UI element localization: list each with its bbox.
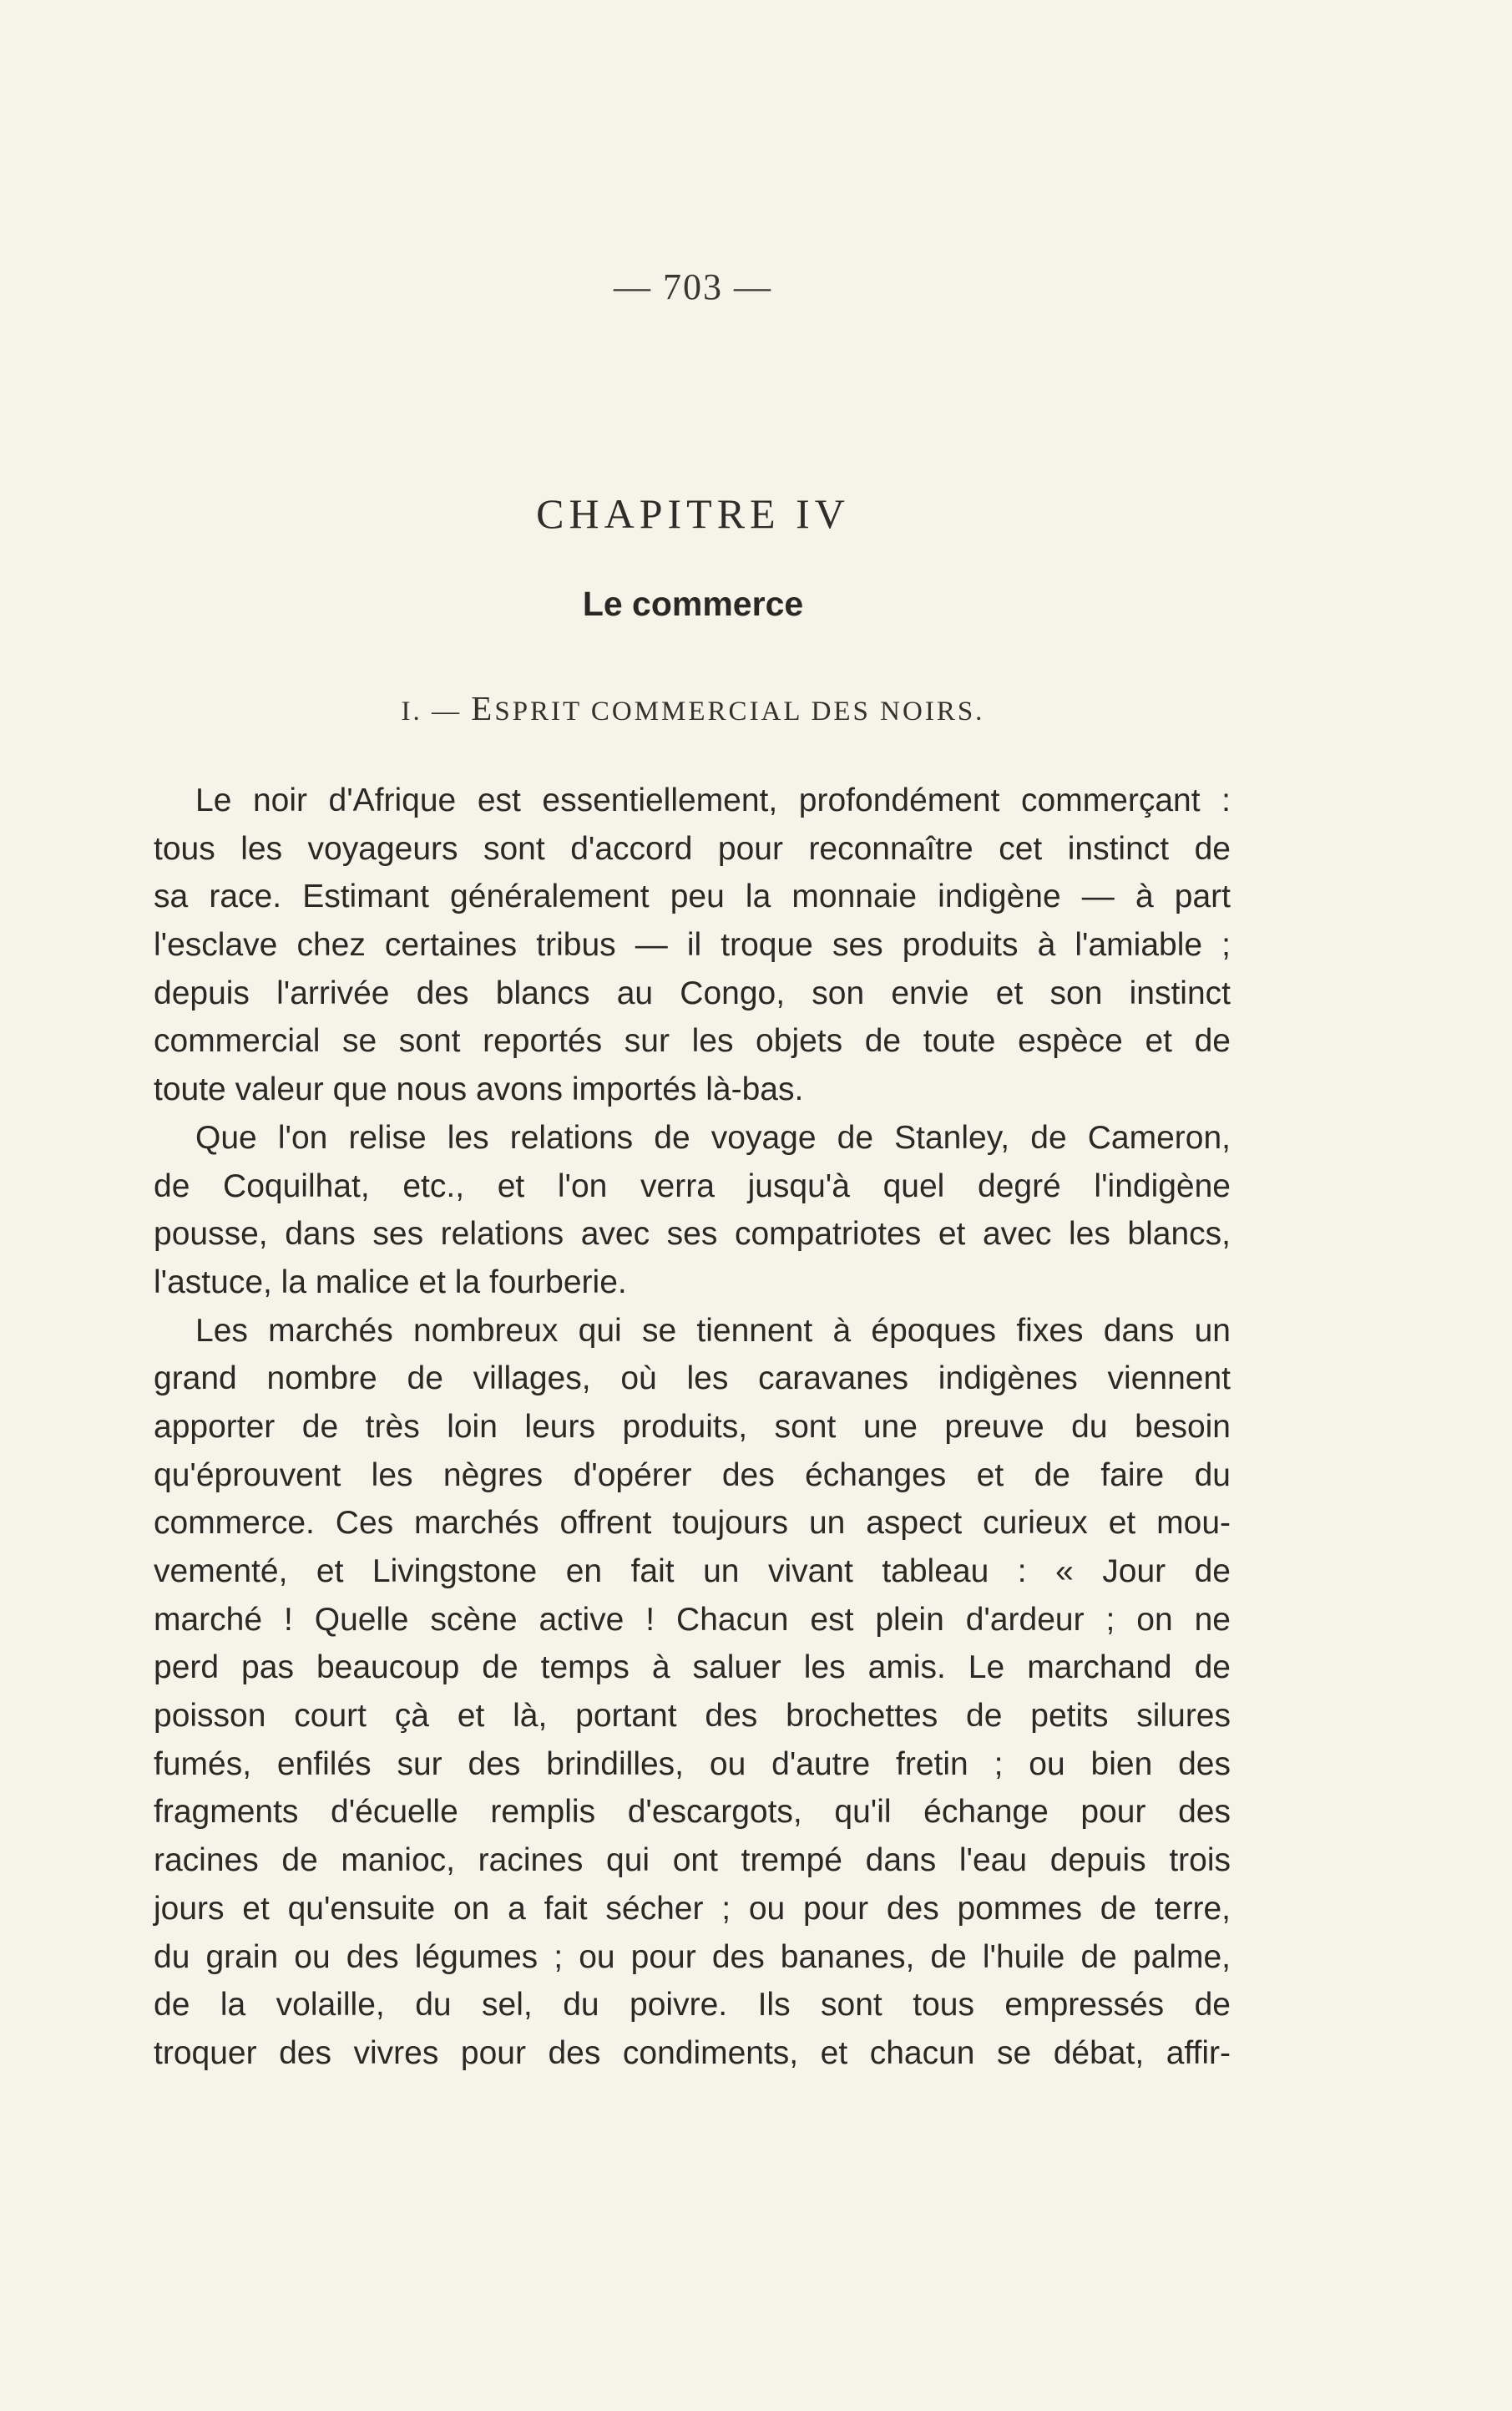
body-text [154, 777, 1231, 2078]
chapter-title: CHAPITRE IV [536, 490, 850, 537]
text-line: tous les voyageurs sont d'accord pour reconnaître cet instinct de [154, 830, 1231, 867]
page-number: — 703 — [614, 266, 772, 307]
text-line: qu'éprouvent les nègres d'opérer des échanges et de faire du [154, 1456, 1231, 1493]
text-line: marché ! Quelle scène active ! Chacun est plein d'ardeur ; on ne [154, 1601, 1231, 1638]
text-line: du grain ou des légumes ; ou pour des bananes, de l'huile de palme, [154, 1938, 1231, 1975]
text-line: sa race. Estimant généralement peu la monnaie indigène — à part [154, 879, 1231, 915]
subsection-title: SPRIT COMMERCIAL DES NOIRS. [494, 696, 985, 727]
text-line: de Coquilhat, etc., et l'on verra jusqu'à quel degré l'indigène [154, 1168, 1231, 1204]
text-line: commercial se sont reportés sur les objets de toute espèce et de [154, 1023, 1231, 1060]
text-line: racines de manioc, racines qui ont trempé dans l'eau depuis trois [154, 1842, 1231, 1879]
text-line: grand nombre de villages, où les caravanes indigènes viennent [154, 1360, 1231, 1397]
text-line: fragments d'écuelle remplis d'escargots, qu'il échange pour des [154, 1794, 1231, 1831]
text-line: Les marchés nombreux qui se tiennent à époques fixes dans un [195, 1312, 1231, 1349]
text-line: depuis l'arrivée des blancs au Congo, son envie et son instinct [154, 975, 1231, 1011]
subsection-heading [0, 688, 1386, 728]
text-line: pousse, dans ses relations avec ses compatriotes et avec les blancs, [154, 1216, 1231, 1253]
text-line: Le noir d'Afrique est essentiellement, profondément commerçant : [195, 783, 1231, 818]
subsection-initial: E [471, 689, 495, 727]
text-line: toute valeur que nous avons importés là-bas. [154, 1071, 804, 1108]
text-line: perd pas beaucoup de temps à saluer les amis. Le marchand de [154, 1649, 1231, 1686]
text-line: Que l'on relise les relations de voyage de Stanley, de Cameron, [195, 1119, 1231, 1156]
text-line: poisson court çà et là, portant des brochettes de petits silures [154, 1698, 1231, 1735]
text-line: apporter de très loin leurs produits, sont une preuve du besoin [154, 1408, 1231, 1445]
text-line: de la volaille, du sel, du poivre. Ils sont tous empressés de [154, 1987, 1231, 2024]
text-line: commerce. Ces marchés offrent toujours un aspect curieux et mou- [154, 1505, 1231, 1542]
text-line: fumés, enfilés sur des brindilles, ou d'autre fretin ; ou bien des [154, 1745, 1231, 1782]
text-line: l'esclave chez certaines tribus — il troque ses produits à l'amiable ; [154, 927, 1231, 964]
text-line: vementé, et Livingstone en fait un vivant tableau : « Jour de [154, 1553, 1231, 1589]
text-line: troquer des vivres pour des condiments, et chacun se débat, affir- [154, 2034, 1231, 2071]
subsection-number: I. — [401, 696, 472, 727]
text-line: jours et qu'ensuite on a fait sécher ; ou pour des pommes de terre, [154, 1890, 1231, 1927]
chapter-heading: Le commerce [582, 585, 804, 623]
text-line: l'astuce, la malice et la fourberie. [154, 1264, 627, 1300]
